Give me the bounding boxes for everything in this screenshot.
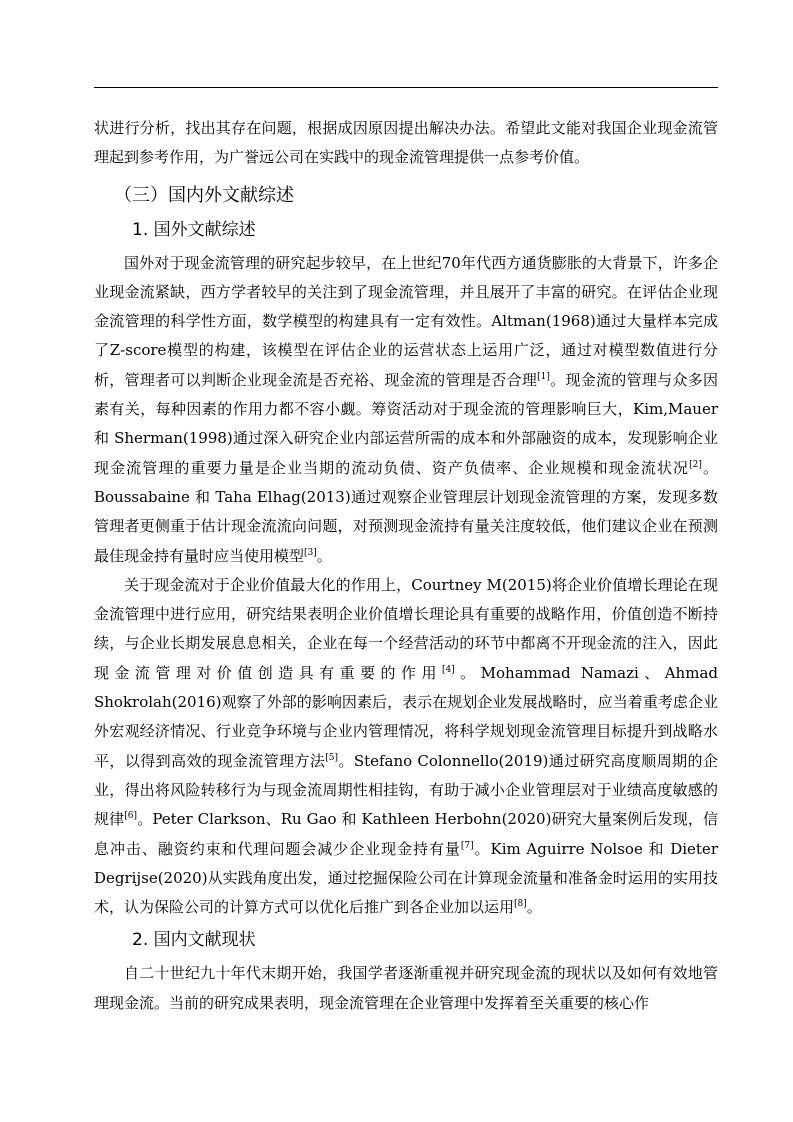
text-run: 。Kim Aguirre Nolsoe 和 Dieter Degrijse(2020)从实践角度出发，通过挖掘保险公司在计算现金流量和准备金时运用的实用技术，认为保险公司的计算方式可以优化后推广到各企业加以运用 [94,839,718,917]
subsection-heading-foreign: 1. 国外文献综述 [132,219,256,240]
header-rule [94,87,718,88]
text-run: 。现金流的管理与众多因素有关，每种因素的作用力都不容小觑。筹资活动对于现金流的管理影响巨大，Kim,Mauer 和 Sherman(1998)通过深入研究企业内部运营所需的成本和外部融资的成本，发现影响企业现金流管理的重要力量是企业当期的流动负债、资产负债率、企业规模和现金流状况 [94,370,718,477]
citation-3: [3] [304,547,317,558]
citation-5: [5] [325,752,338,763]
section-heading: （三）国内外文献综述 [114,184,294,206]
citation-7: [7] [460,840,474,851]
text-run: 。Peter Clarkson、Ru Gao 和 Kathleen Herbohn(2020)研究大量案例后发现，信息冲击、融资约束和代理问题会减少企业现金持有量 [94,810,718,858]
paragraph-foreign-1 [94,249,718,571]
subsection-heading-domestic: 2. 国内文献现状 [132,930,256,951]
text-run: 。Boussabaine 和 Taha Elhag(2013)通过观察企业管理层计划现金流管理的方案，发现多数管理者更侧重于估计现金流流向问题，对预测现金流持有量关注度较低，他们建议企业在预测最佳现金持有量时应当使用模型 [94,458,718,565]
text-run: 。Mohammad Namazi、Ahmad Shokrolah(2016)观察了外部的影响因素后，表示在规划企业发展战略时，应当着重考虑企业外宏观经济情况、行业竞争环境与企业内管理情况，将科学规划现金流管理目标提升到战略水平，以得到高效的现金流管理方法 [94,663,718,770]
text-run: 。 [316,546,332,565]
text-run: 。Stefano Colonnello(2019)通过研究高度顺周期的企业，得出将风险转移行为与现金流周期性相挂钩，有助于减小企业管理层对于业绩高度敏感的规律 [94,751,718,829]
document-body [94,114,718,1018]
paragraph-domestic-1: 自二十世纪九十年代末期开始，我国学者逐渐重视并研究现金流的现状以及如何有效地管理现金流。当前的研究成果表明，现金流管理在企业管理中发挥着至关重要的核心作 [94,964,718,1012]
citation-6: [6] [124,811,138,822]
citation-8: [8] [514,899,527,910]
citation-1: [1] [537,371,550,382]
text-run: 国外对于现金流管理的研究起步较早，在上世纪70年代西方通货膨胀的大背景下，许多企业现金流紧缺，西方学者较早的关注到了现金流管理，并且展开了丰富的研究。在评估企业现金流管理的科学性方面，数学模型的构建具有一定有效性。Altman(1968)通过大量样本完成了Z-score模型的构建，该模型在评估企业的运营状态上运用广泛，通过对模型数值进行分析，管理者可以判断企业现金流是否充裕、现金流的管理是否合理 [94,253,718,389]
paragraph-continued: 状进行分析，找出其存在问题，根据成因原因提出解决办法。希望此文能对我国企业现金流管理起到参考作用，为广誉远公司在实践中的现金流管理提供一点参考价值。 [94,119,718,167]
text-run: 。 [526,898,542,917]
paragraph-foreign-2 [94,571,718,923]
citation-2: [2] [689,459,702,470]
citation-4: [4] [441,664,455,675]
text-run: 关于现金流对于企业价值最大化的作用上，Courtney M(2015)将企业价值增长理论在现金流管理中进行应用，研究结果表明企业价值增长理论具有重要的战略作用，价值创造不断持续，与企业长期发展息息相关，企业在每一个经营活动的环节中都离不开现金流的注入，因此现金流管理对价值创造具有重要的作用 [94,575,718,682]
